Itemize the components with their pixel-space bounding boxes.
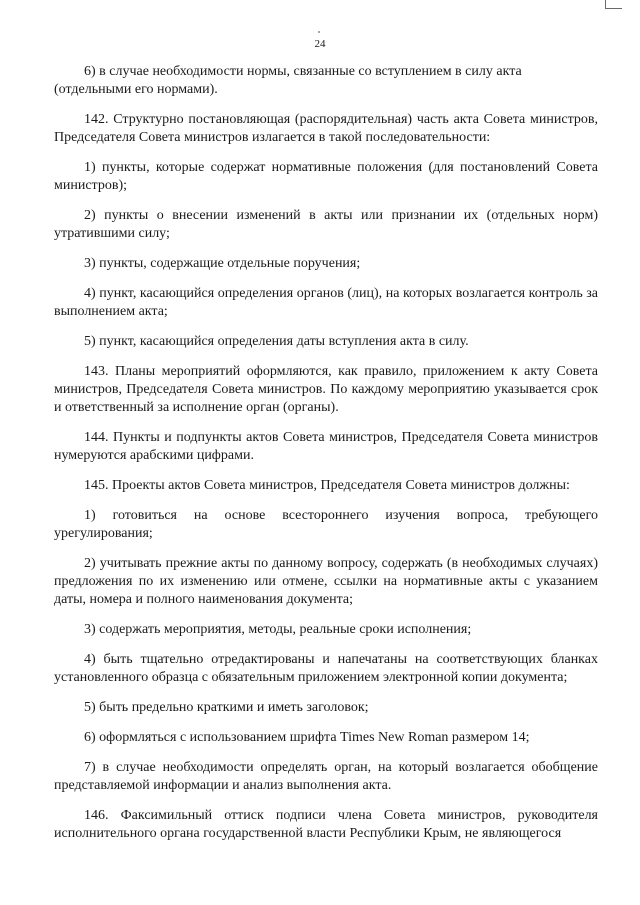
paragraph-142: 142. Структурно постановляющая (распорядительная) часть акта Совета министров, Председателя Совета министров излагается в такой последовательности: (54, 112, 598, 145)
page-number: 24 (314, 38, 326, 50)
paragraph-146: 146. Факсимильный оттиск подписи члена Совета министров, руководителя исполнительного органа государственной власти Республики Крым, не являющегося (54, 808, 598, 841)
paragraph-144: 144. Пункты и подпункты актов Совета министров, Председателя Совета министров нумеруются арабскими цифрами. (54, 430, 598, 463)
paragraph-142-item-3: 3) пункты, содержащие отдельные поручения; (84, 256, 361, 271)
paragraph-145-item-4: 4) быть тщательно отредактированы и напечатаны на соответствующих бланках установленного образца с обязательным приложением электронной копии документа; (54, 652, 598, 685)
paragraph-142-item-5: 5) пункт, касающийся определения даты вступления акта в силу. (84, 334, 469, 349)
paragraph-142-item-4: 4) пункт, касающийся определения органов (лиц), на которых возлагается контроль за выполнением акта; (54, 286, 598, 319)
paragraph-145-item-5: 5) быть предельно краткими и иметь заголовок; (84, 700, 369, 715)
scan-dot-mark (318, 31, 320, 33)
paragraph-145-item-6: 6) оформляться с использованием шрифта Times New Roman размером 14; (84, 730, 530, 745)
paragraph-145-item-7: 7) в случае необходимости определять орган, на который возлагается обобщение представляемой информации и анализ выполнения акта. (54, 760, 598, 793)
paragraph-145-item-1: 1) готовиться на основе всестороннего изучения вопроса, требующего урегулирования; (54, 508, 598, 541)
paragraph-145-item-3: 3) содержать мероприятия, методы, реальные сроки исполнения; (84, 622, 472, 637)
scan-corner-mark (605, 0, 622, 9)
document-body (54, 63, 598, 855)
paragraph-142-item-2: 2) пункты о внесении изменений в акты или признании их (отдельных норм) утратившими силу; (54, 208, 598, 241)
paragraph-145-item-2: 2) учитывать прежние акты по данному вопросу, содержать (в необходимых случаях) предложения по их изменению или отмене, ссылки на нормативные акты с указанием даты, номера и полного наименования документа; (54, 556, 598, 607)
paragraph-145: 145. Проекты актов Совета министров, Председателя Совета министров должны: (84, 478, 570, 493)
paragraph-143: 143. Планы мероприятий оформляются, как правило, приложением к акту Совета министров, Председателя Совета министров. По каждому мероприятию указывается срок и ответственный за исполнение орган (органы). (54, 364, 598, 415)
paragraph-6-entry-into-force: 6) в случае необходимости нормы, связанные со вступлением в силу акта (отдельными его нормами). (54, 64, 522, 97)
paragraph-142-item-1: 1) пункты, которые содержат нормативные положения (для постановлений Совета министров); (54, 160, 598, 193)
